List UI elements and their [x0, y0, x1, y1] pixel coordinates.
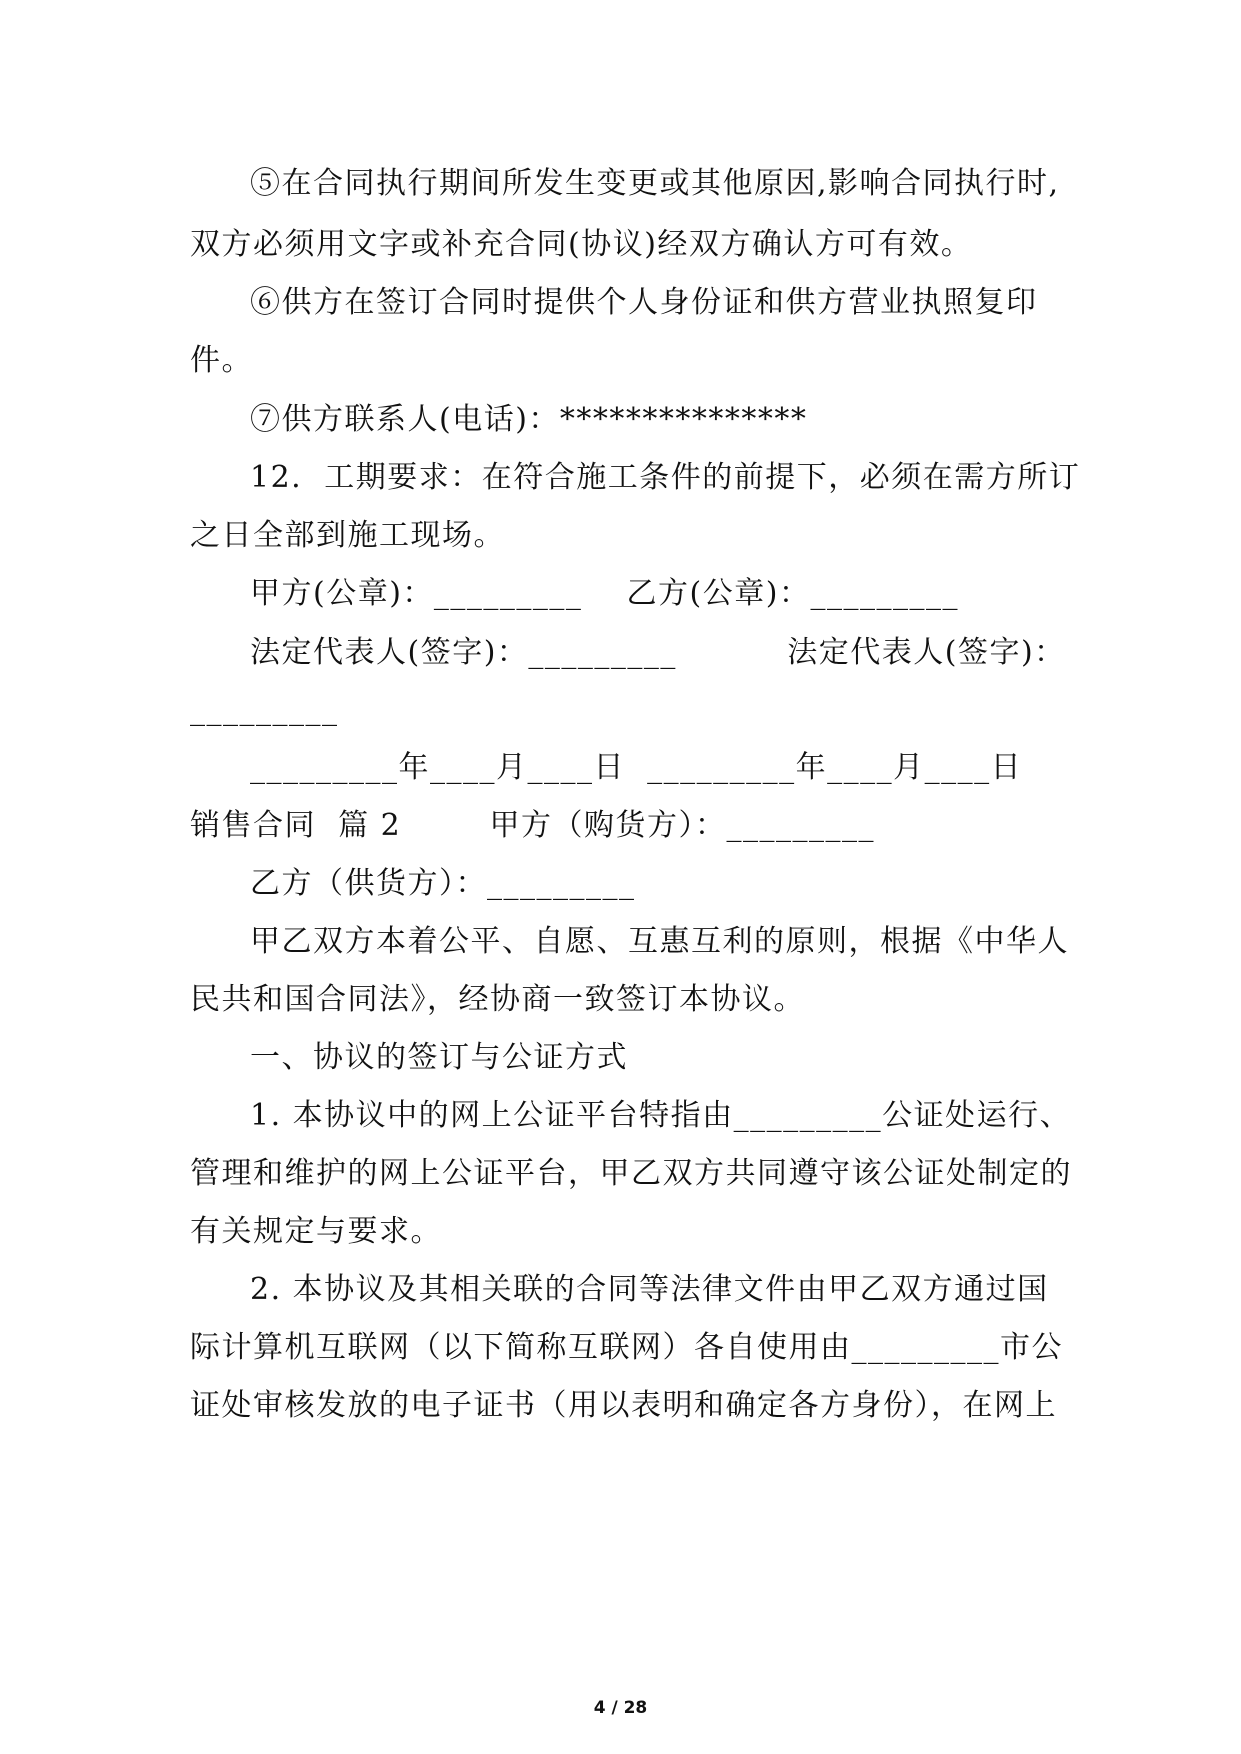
- text-line: ⑦供方联系人(电话)：***************: [250, 402, 808, 437]
- text-line: 12. 工期要求：在符合施工条件的前提下，必须在需方所订: [250, 460, 1081, 495]
- text-line: 双方必须用文字或补充合同(协议)经双方确认方可有效。: [190, 227, 973, 262]
- section-heading-line: 销售合同 篇 2 甲方（购货方）：_________: [190, 808, 875, 843]
- text-line: 2. 本协议及其相关联的合同等法律文件由甲乙双方通过国: [250, 1272, 1049, 1307]
- text-line: 民共和国合同法》，经协商一致签订本协议。: [190, 982, 805, 1017]
- section-heading: 一、协议的签订与公证方式: [250, 1040, 628, 1075]
- text-line: ⑤在合同执行期间所发生变更或其他原因,影响合同执行时,: [250, 166, 1060, 201]
- text-line: 管理和维护的网上公证平台，甲乙双方共同遵守该公证处制定的: [190, 1156, 1072, 1191]
- text-line: 之日全部到施工现场。: [190, 518, 505, 553]
- signature-line: 法定代表人(签字)：_________ 法定代表人(签字)：: [250, 635, 1066, 670]
- text-line: ⑥供方在签订合同时提供个人身份证和供方营业执照复印: [250, 285, 1038, 320]
- text-line: 证处审核发放的电子证书（用以表明和确定各方身份），在网上: [190, 1388, 1057, 1423]
- text-line: 有关规定与要求。: [190, 1214, 442, 1249]
- signature-line: _________: [190, 692, 339, 727]
- text-line: 乙方（供货方）：_________: [250, 866, 636, 901]
- text-line: 件。: [190, 343, 253, 378]
- date-line: _________年____月____日 _________年____月____日: [250, 750, 1023, 785]
- text-line: 甲乙双方本着公平、自愿、互惠互利的原则，根据《中华人: [250, 924, 1069, 959]
- text-line: 际计算机互联网（以下简称互联网）各自使用由_________市公: [190, 1330, 1063, 1365]
- text-line: 1. 本协议中的网上公证平台特指由_________公证处运行、: [250, 1098, 1072, 1133]
- page-number: 4 / 28: [593, 1698, 648, 1718]
- signature-line: 甲方(公章)：_________ 乙方(公章)：_________: [250, 576, 959, 611]
